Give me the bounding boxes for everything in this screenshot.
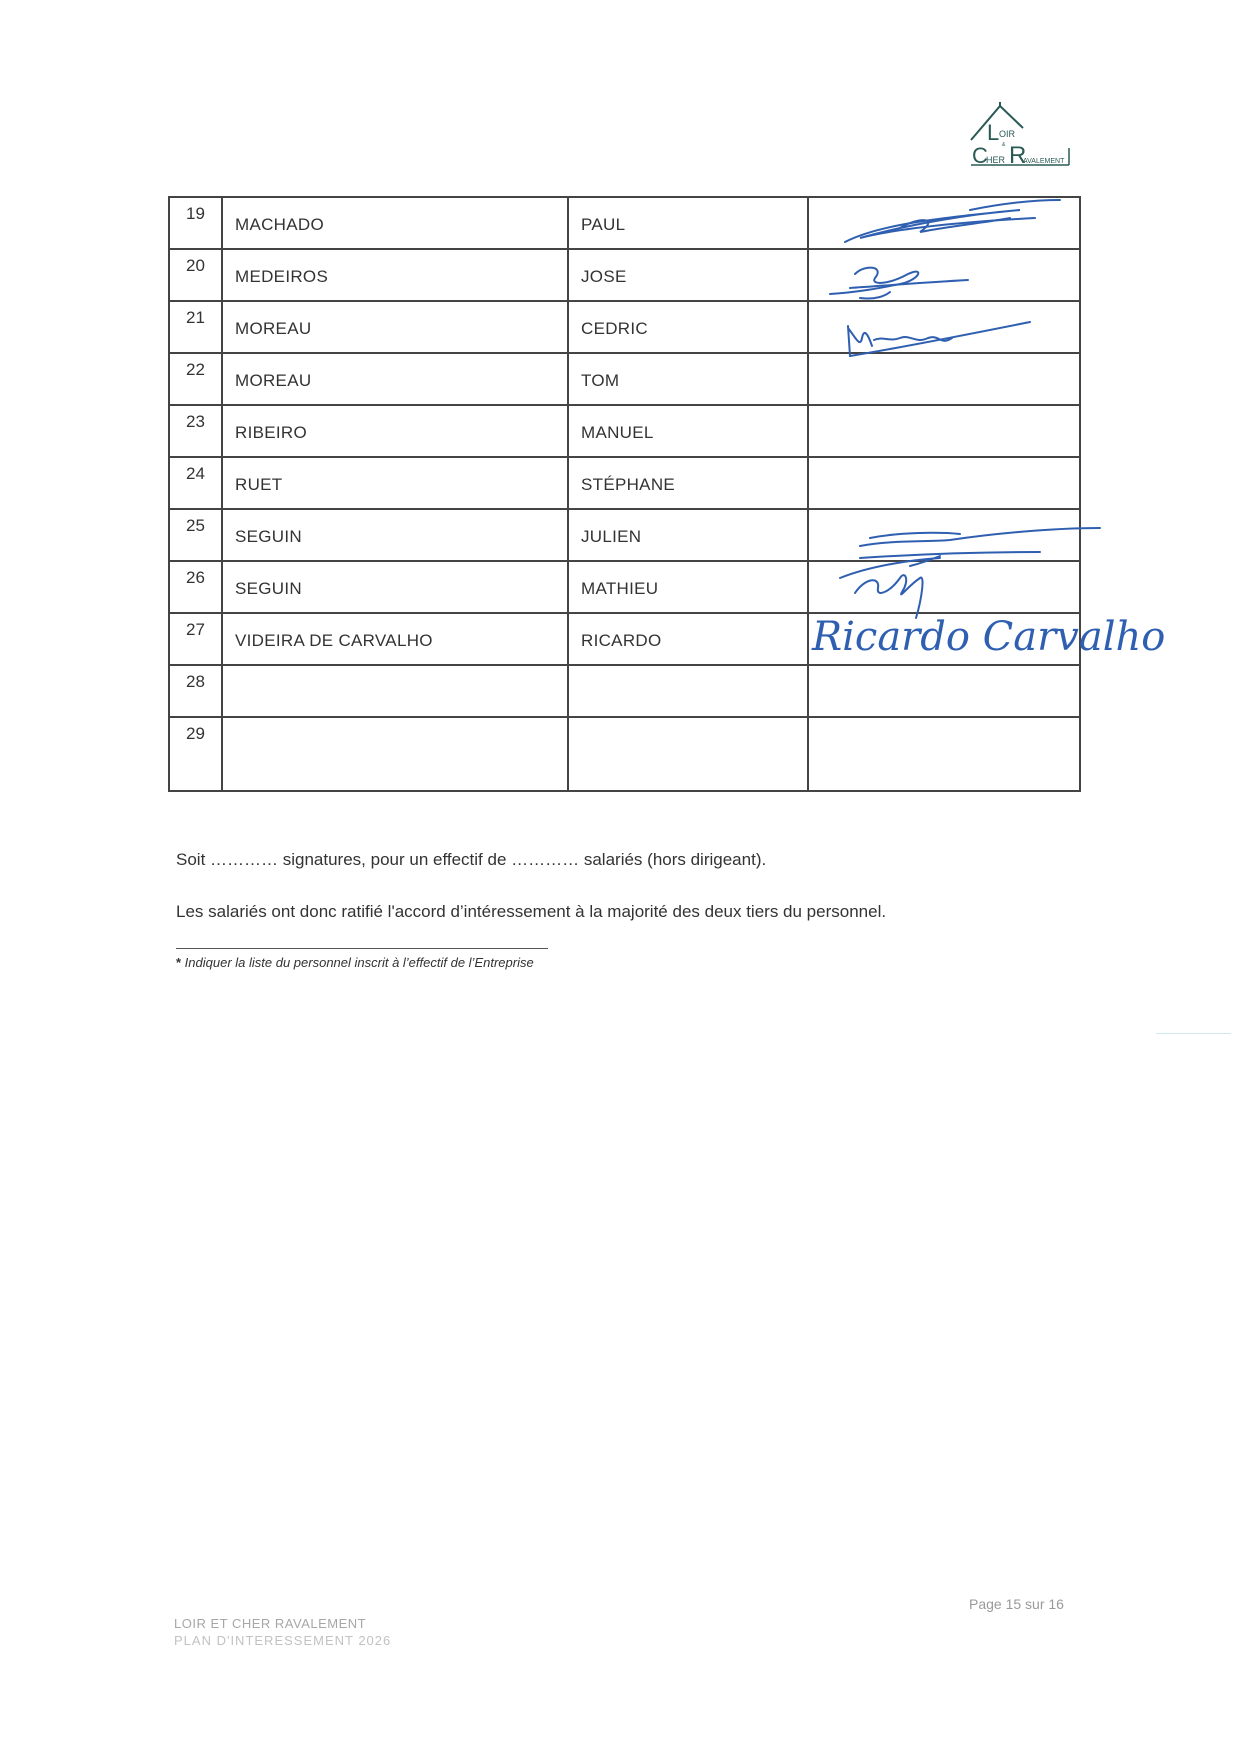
last-name-cell [222,509,568,561]
first-name [569,718,807,735]
last-name: RUET [235,475,283,494]
first-name: JULIEN [581,527,642,546]
first-name [569,666,807,683]
table-row [169,561,1080,613]
table-row [169,717,1080,791]
last-name: SEGUIN [235,527,302,546]
svg-text:AVALEMENT: AVALEMENT [1023,158,1065,165]
table-row [169,457,1080,509]
row-number: 21 [169,301,222,353]
row-number: 22 [169,353,222,405]
last-name: MACHADO [235,215,324,234]
page-number: Page 15 sur 16 [969,1596,1064,1612]
signature-cell [808,717,1080,791]
last-name: RIBEIRO [235,423,308,442]
svg-text:R: R [1009,142,1027,169]
svg-text:&: & [1002,142,1006,148]
last-name: MOREAU [235,319,312,338]
summary-ratification: Les salariés ont donc ratifié l'accord d’intéressement à la majorité des deux tiers du personnel. [176,902,887,921]
footnote [176,955,534,970]
first-name: PAUL [581,215,626,234]
first-name-cell [568,457,808,509]
first-name-cell [568,665,808,717]
signature-cell [808,301,1080,353]
first-name-cell [568,197,808,249]
last-name [223,718,567,735]
row-number: 25 [169,509,222,561]
first-name-cell [568,301,808,353]
first-name: MATHIEU [581,579,659,598]
signature-cell [808,457,1080,509]
signature-table [168,196,1081,792]
signature-cell [808,561,1080,613]
summary-signatures: Soit ………… signatures, pour un effectif de ………… salariés (hors dirigeant). [176,850,767,869]
first-name-cell [568,613,808,665]
footnote-text: Indiquer la liste du personnel inscrit à l’effectif de l’Entreprise [181,955,534,970]
table-row [169,197,1080,249]
company-logo [965,100,1075,170]
first-name: MANUEL [581,423,654,442]
first-name-cell [568,561,808,613]
row-number: 29 [169,717,222,791]
table-row [169,405,1080,457]
signature-cell [808,665,1080,717]
footer-company: LOIR ET CHER RAVALEMENT [174,1616,367,1631]
first-name: RICARDO [581,631,662,650]
footer-document: PLAN D'INTERESSEMENT 2026 [174,1633,392,1648]
row-number: 24 [169,457,222,509]
table-row [169,353,1080,405]
last-name-cell [222,717,568,791]
first-name-cell [568,353,808,405]
row-number: 28 [169,665,222,717]
row-number: 19 [169,197,222,249]
table-row [169,509,1080,561]
svg-text:HER: HER [986,155,1006,165]
last-name-cell [222,457,568,509]
signature-27-text: Ricardo Carvalho [812,614,1166,660]
signature-cell [808,405,1080,457]
first-name: TOM [581,371,620,390]
last-name-cell [222,561,568,613]
row-number: 27 [169,613,222,665]
first-name-cell [568,717,808,791]
signature-cell [808,613,1080,665]
last-name-cell [222,301,568,353]
last-name: MOREAU [235,371,312,390]
last-name: VIDEIRA DE CARVALHO [235,631,433,650]
footnote-rule [176,948,548,949]
svg-text:C: C [972,143,988,168]
last-name: MEDEIROS [235,267,329,286]
last-name-cell [222,249,568,301]
table-row [169,301,1080,353]
table-row [169,249,1080,301]
last-name-cell [222,665,568,717]
first-name: STÉPHANE [581,475,676,494]
row-number: 20 [169,249,222,301]
row-number: 23 [169,405,222,457]
signature-cell [808,249,1080,301]
first-name: CEDRIC [581,319,648,338]
svg-text:OIR: OIR [999,129,1016,139]
signature-cell [808,197,1080,249]
last-name: SEGUIN [235,579,302,598]
first-name-cell [568,249,808,301]
last-name-cell [222,197,568,249]
last-name-cell [222,613,568,665]
signature-cell [808,353,1080,405]
footnote-mark: * [176,955,182,970]
table-row [169,613,1080,665]
first-name-cell [568,405,808,457]
last-name-cell [222,353,568,405]
last-name-cell [222,405,568,457]
first-name: JOSE [581,267,627,286]
first-name-cell [568,509,808,561]
signature-cell [808,509,1080,561]
last-name [223,666,567,683]
scan-artifact-line [1156,1033,1231,1034]
logo-graphic [965,100,1075,170]
svg-text:L: L [987,120,1000,145]
table-row [169,665,1080,717]
row-number: 26 [169,561,222,613]
